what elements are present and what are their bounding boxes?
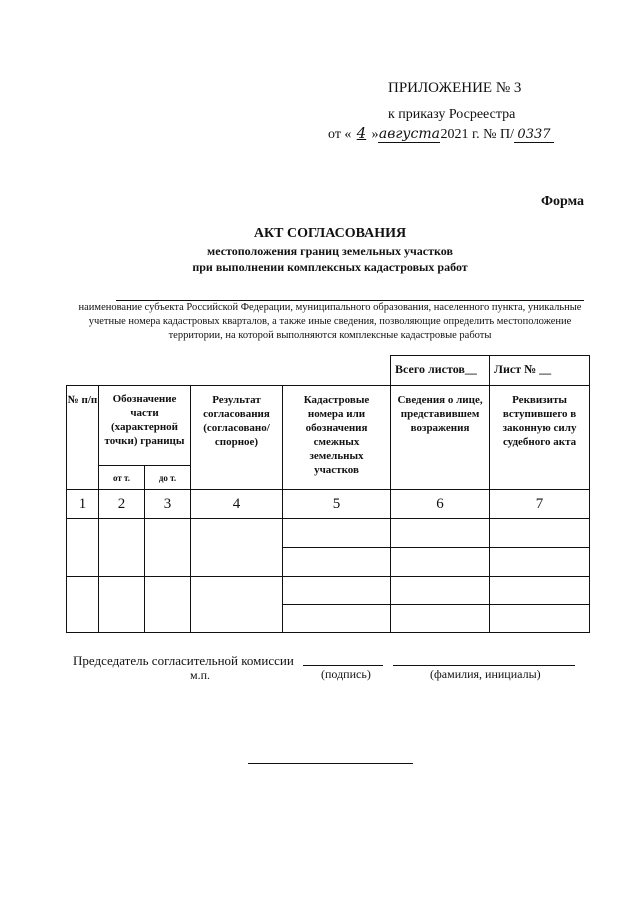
table-cell-empty (191, 577, 283, 633)
table-cell-empty (283, 548, 391, 577)
column-number-1: 1 (67, 490, 99, 519)
order-day: 4 (356, 124, 367, 142)
table-cell-empty (191, 519, 283, 577)
table-cell-empty (490, 577, 590, 605)
approval-table (66, 355, 590, 633)
form-label: Форма (541, 194, 585, 209)
table-cell-empty (490, 548, 590, 577)
order-year-number: 2021 г. № П/ (440, 127, 514, 142)
document-title: АКТ СОГЛАСОВАНИЯ (253, 226, 407, 241)
col-objector-header: Сведения о лице, представившем возражения (391, 386, 490, 490)
signature-caption: (подпись) (321, 667, 371, 681)
column-number-3: 3 (145, 490, 191, 519)
territory-caption-line-3: территории, на которой выполняются комплексные кадастровые работы (168, 330, 492, 341)
column-number-6: 6 (391, 490, 490, 519)
order-number: 0337 (514, 127, 554, 143)
table-cell-empty (391, 605, 490, 633)
table-cell-empty (490, 519, 590, 548)
column-number-4: 4 (191, 490, 283, 519)
column-number-5: 5 (283, 490, 391, 519)
col-number-header: № п/п (67, 386, 99, 490)
col-to-point-header: до т. (145, 466, 191, 490)
total-sheets-cell: Всего листов__ (391, 356, 490, 386)
chairman-label: Председатель согласительной комиссии (73, 653, 294, 668)
appendix-number: ПРИЛОЖЕНИЕ № 3 (388, 80, 522, 96)
name-caption: (фамилия, инициалы) (430, 667, 541, 681)
territory-caption-line-1: наименование субъекта Российской Федерации, муниципального образования, населенного пункта, уникальные (78, 302, 582, 313)
table-cell-empty (391, 548, 490, 577)
table-cell-empty (67, 577, 99, 633)
column-number-2: 2 (99, 490, 145, 519)
order-month: августа (378, 126, 441, 142)
table-cell-empty (145, 519, 191, 577)
signature-line (303, 665, 383, 666)
table-cell-empty (283, 605, 391, 633)
table-cell-empty (67, 519, 99, 577)
territory-caption (50, 301, 610, 343)
table-cell-empty (145, 577, 191, 633)
order-reference: к приказу Росреестра (388, 107, 516, 122)
territory-caption-line-2: учетные номера кадастровых кварталов, а также иные сведения, позволяющие определить местоположение (88, 316, 572, 327)
col-from-point-header: от т. (99, 466, 145, 490)
column-number-7: 7 (490, 490, 590, 519)
table-cell-empty (391, 519, 490, 548)
date-prefix: от « (328, 127, 352, 142)
col-cadastral-header: Кадастровые номера или обозначения смежных земельных участков (283, 386, 391, 490)
date-mid-quote: » (371, 127, 379, 142)
document-subtitle-2: при выполнении комплексных кадастровых работ (192, 260, 468, 274)
stamp-label: м.п. (190, 668, 211, 682)
closing-line (248, 763, 413, 764)
table-cell-empty (391, 577, 490, 605)
table-cell-empty (490, 605, 590, 633)
document-subtitle: местоположения границ земельных участков (207, 244, 453, 258)
table-cell-empty (283, 519, 391, 548)
table-cell-empty (99, 519, 145, 577)
col-court-header: Реквизиты вступившего в законную силу судебного акта (490, 386, 590, 490)
col-result-header: Результат согласования (согласовано/ спорное) (191, 386, 283, 490)
table-cell-empty (283, 577, 391, 605)
table-cell-empty (99, 577, 145, 633)
sheet-number-cell: Лист № __ (490, 356, 590, 386)
name-line (393, 665, 575, 666)
col-part-header: Обозначение части (характерной точки) границы (99, 386, 191, 466)
order-date-line (328, 124, 554, 143)
